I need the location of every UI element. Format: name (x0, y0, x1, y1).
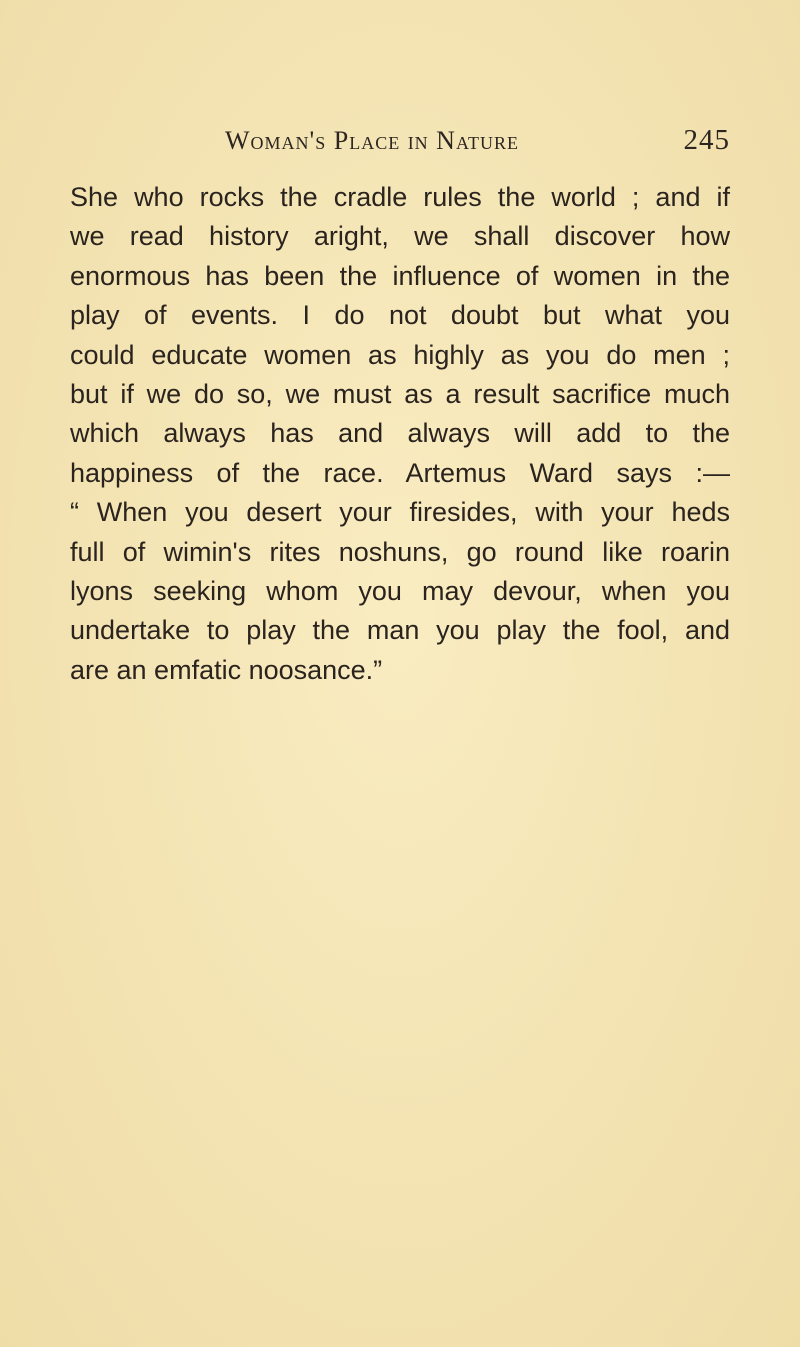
text-line: full of wimin's rites noshuns, go round like roarin (70, 536, 730, 567)
text-line: She who rocks the cradle rules the world ; and if (70, 182, 730, 212)
running-title: Woman's Place in Nature (225, 126, 519, 155)
text-line: which always has and always will add to the (70, 418, 730, 449)
text-line: lyons seeking whom you may devour, when you (70, 575, 730, 606)
text-line: are an emfatic noosance.” (70, 654, 383, 685)
text-line: play of events. I do not doubt but what you (70, 300, 730, 331)
running-head (225, 124, 730, 164)
text-line: happiness of the race. Artemus Ward says :— (70, 457, 730, 488)
text-line: we read history aright, we shall discover how (70, 221, 730, 252)
text-line: “ When you desert your firesides, with your heds (70, 497, 730, 528)
text-line: undertake to play the man you play the fool, and (70, 615, 730, 646)
text-line: enormous has been the influence of women in the (70, 260, 730, 291)
text-line: could educate women as highly as you do men ; (70, 339, 730, 370)
body-paragraph (70, 178, 730, 690)
page-number: 245 (683, 124, 730, 156)
text-line: but if we do so, we must as a result sacrifice much (70, 378, 730, 409)
